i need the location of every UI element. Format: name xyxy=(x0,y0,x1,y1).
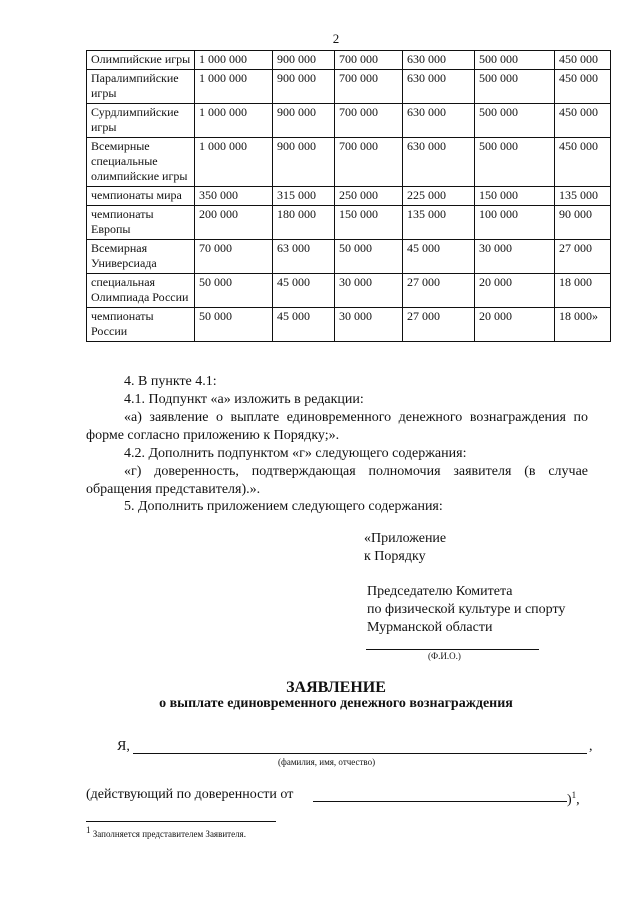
award-amount-cell: 50 000 xyxy=(195,308,273,342)
award-amount-cell: 45 000 xyxy=(273,308,335,342)
award-amount-cell: 1 000 000 xyxy=(195,70,273,104)
paragraph-4-1-a: «а) заявление о выплате единовременного денежного вознаграждения по форме согласно приложению к Порядку;». xyxy=(86,410,588,443)
award-amount-cell: 500 000 xyxy=(475,138,555,187)
award-amount-cell: 500 000 xyxy=(475,51,555,70)
award-amount-cell: 700 000 xyxy=(335,138,403,187)
award-amount-cell: 1 000 000 xyxy=(195,51,273,70)
paragraph-4-2: 4.2. Дополнить подпунктом «г» следующего содержания: xyxy=(124,446,467,461)
award-amount-cell: 350 000 xyxy=(195,187,273,206)
table-row xyxy=(87,138,611,187)
award-amount-cell: 630 000 xyxy=(403,104,475,138)
award-amount-cell: 630 000 xyxy=(403,70,475,104)
award-amount-cell: 450 000 xyxy=(555,104,611,138)
table-row xyxy=(87,274,611,308)
award-amount-cell: 45 000 xyxy=(403,240,475,274)
proxy-date-field[interactable] xyxy=(313,801,567,802)
competition-name-cell: Всемирная Универсиада xyxy=(87,240,195,274)
competition-name-cell: Всемирные специальные олимпийские игры xyxy=(87,138,195,187)
award-amount-cell: 700 000 xyxy=(335,51,403,70)
award-amount-cell: 27 000 xyxy=(403,274,475,308)
addressee-line-1: Председателю Комитета xyxy=(367,584,513,599)
award-amount-cell: 200 000 xyxy=(195,206,273,240)
award-amount-cell: 1 000 000 xyxy=(195,104,273,138)
table-row xyxy=(87,104,611,138)
award-amount-cell: 90 000 xyxy=(555,206,611,240)
award-amount-cell: 450 000 xyxy=(555,70,611,104)
award-amount-cell: 630 000 xyxy=(403,138,475,187)
award-amount-cell: 50 000 xyxy=(195,274,273,308)
table-row xyxy=(87,206,611,240)
addressee-line-2: по физической культуре и спорту xyxy=(367,602,566,617)
table-row xyxy=(87,51,611,70)
award-amount-cell: 135 000 xyxy=(555,187,611,206)
paragraph-5: 5. Дополнить приложением следующего содержания: xyxy=(124,499,443,514)
page-number: 2 xyxy=(332,31,340,46)
award-amount-cell: 315 000 xyxy=(273,187,335,206)
paragraph-4-1: 4.1. Подпункт «а» изложить в редакции: xyxy=(124,392,364,407)
competition-name-cell: Паралимпийские игры xyxy=(87,70,195,104)
table-row xyxy=(87,240,611,274)
paragraph-4-2-g: «г) доверенность, подтверждающая полномочия заявителя (в случае обращения представителя).». xyxy=(86,464,588,497)
addressee-line-3: Мурманской области xyxy=(367,620,493,635)
applicant-label: Я, xyxy=(117,739,130,754)
award-amount-cell: 900 000 xyxy=(273,70,335,104)
award-amount-cell: 150 000 xyxy=(335,206,403,240)
award-amount-cell: 30 000 xyxy=(335,308,403,342)
competition-name-cell: чемпионаты России xyxy=(87,308,195,342)
award-amount-cell: 20 000 xyxy=(475,274,555,308)
awards-table xyxy=(86,50,611,342)
award-amount-cell: 50 000 xyxy=(335,240,403,274)
table-row xyxy=(87,187,611,206)
proxy-line-end: )$^1$, xyxy=(567,790,580,808)
footnote-reference: 1 xyxy=(571,790,577,800)
award-amount-cell: 900 000 xyxy=(273,138,335,187)
award-amount-cell: 70 000 xyxy=(195,240,273,274)
award-amount-cell: 27 000 xyxy=(403,308,475,342)
applicant-line-end: , xyxy=(589,739,593,754)
award-amount-cell: 700 000 xyxy=(335,104,403,138)
applicant-name-field[interactable] xyxy=(133,753,587,754)
appendix-reference: к Порядку xyxy=(364,549,426,564)
form-subtitle: о выплате единовременного денежного вознаграждения xyxy=(159,696,513,711)
fio-caption: (Ф.И.О.) xyxy=(428,651,461,661)
footnote: $^1$ Заполняется представителем Заявителя. xyxy=(86,825,246,839)
competition-name-cell: чемпионаты Европы xyxy=(87,206,195,240)
name-caption: (фамилия, имя, отчество) xyxy=(278,757,376,767)
award-amount-cell: 20 000 xyxy=(475,308,555,342)
award-amount-cell: 900 000 xyxy=(273,51,335,70)
award-amount-cell: 450 000 xyxy=(555,51,611,70)
award-amount-cell: 100 000 xyxy=(475,206,555,240)
award-amount-cell: 250 000 xyxy=(335,187,403,206)
form-title: ЗАЯВЛЕНИЕ xyxy=(286,679,386,696)
award-amount-cell: 45 000 xyxy=(273,274,335,308)
award-amount-cell: 27 000 xyxy=(555,240,611,274)
award-amount-cell: 700 000 xyxy=(335,70,403,104)
competition-name-cell: Сурдлимпийские игры xyxy=(87,104,195,138)
paragraph-4: 4. В пункте 4.1: xyxy=(124,374,217,389)
award-amount-cell: 450 000 xyxy=(555,138,611,187)
award-amount-cell: 900 000 xyxy=(273,104,335,138)
award-amount-cell: 150 000 xyxy=(475,187,555,206)
fio-signature-line xyxy=(366,649,539,650)
competition-name-cell: Олимпийские игры xyxy=(87,51,195,70)
appendix-heading: «Приложение xyxy=(364,531,447,546)
competition-name-cell: чемпионаты мира xyxy=(87,187,195,206)
award-amount-cell: 63 000 xyxy=(273,240,335,274)
award-amount-cell: 30 000 xyxy=(335,274,403,308)
proxy-label: (действующий по доверенности от xyxy=(86,787,294,802)
table-row xyxy=(87,70,611,104)
award-amount-cell: 18 000» xyxy=(555,308,611,342)
award-amount-cell: 30 000 xyxy=(475,240,555,274)
award-amount-cell: 500 000 xyxy=(475,104,555,138)
award-amount-cell: 225 000 xyxy=(403,187,475,206)
footnote-separator xyxy=(86,821,276,822)
award-amount-cell: 180 000 xyxy=(273,206,335,240)
award-amount-cell: 630 000 xyxy=(403,51,475,70)
competition-name-cell: специальная Олимпиада России xyxy=(87,274,195,308)
award-amount-cell: 500 000 xyxy=(475,70,555,104)
award-amount-cell: 18 000 xyxy=(555,274,611,308)
award-amount-cell: 135 000 xyxy=(403,206,475,240)
award-amount-cell: 1 000 000 xyxy=(195,138,273,187)
table-row xyxy=(87,308,611,342)
